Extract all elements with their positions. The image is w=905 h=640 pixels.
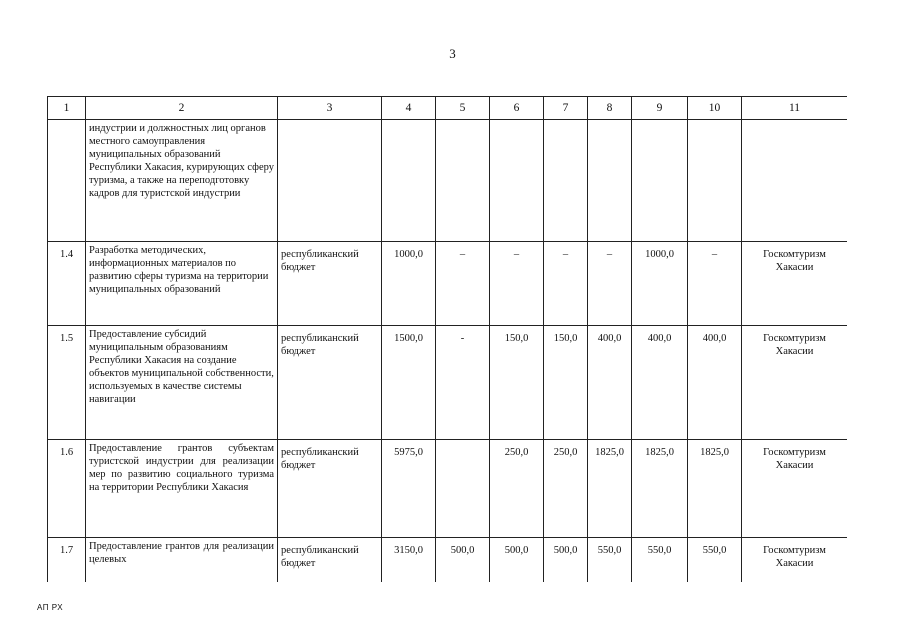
row-col-8: 1825,0 xyxy=(588,440,632,538)
row-total: 1500,0 xyxy=(382,326,436,440)
row-col-6: 150,0 xyxy=(490,326,544,440)
header-cell: 9 xyxy=(632,97,688,120)
header-cell: 8 xyxy=(588,97,632,120)
row-funding-source: республиканский бюджет xyxy=(278,440,382,538)
row-number: 1.6 xyxy=(48,440,86,538)
row-col-5 xyxy=(436,440,490,538)
row-total: 5975,0 xyxy=(382,440,436,538)
row-executor: Госкомтуризм Хакасии xyxy=(742,538,848,583)
header-cell: 11 xyxy=(742,97,848,120)
row-executor: Госкомтуризм Хакасии xyxy=(742,440,848,538)
header-cell: 1 xyxy=(48,97,86,120)
row-col-5: 500,0 xyxy=(436,538,490,583)
table-row xyxy=(48,326,848,440)
row-col-9 xyxy=(632,120,688,242)
row-col-9: 1000,0 xyxy=(632,242,688,326)
row-col-10: 550,0 xyxy=(688,538,742,583)
row-col-5: – xyxy=(436,242,490,326)
table-row xyxy=(48,440,848,538)
row-col-6: 500,0 xyxy=(490,538,544,583)
row-number: 1.4 xyxy=(48,242,86,326)
row-number: 1.7 xyxy=(48,538,86,583)
row-col-6: 250,0 xyxy=(490,440,544,538)
table-row xyxy=(48,120,848,242)
row-description: Предоставление грантов субъектам туристской индустрии для реализации мер по развитию социального туризма на территории Республики Хакасия xyxy=(86,440,278,538)
row-col-8: 550,0 xyxy=(588,538,632,583)
row-funding-source: республиканский бюджет xyxy=(278,538,382,583)
row-total: 3150,0 xyxy=(382,538,436,583)
row-funding-source: республиканский бюджет xyxy=(278,242,382,326)
row-number xyxy=(48,120,86,242)
row-col-9: 400,0 xyxy=(632,326,688,440)
row-total: 1000,0 xyxy=(382,242,436,326)
row-col-9: 550,0 xyxy=(632,538,688,583)
row-funding-source xyxy=(278,120,382,242)
row-description: Разработка методических, информационных материалов по развитию сферы туризма на территории муниципальных образований xyxy=(86,242,278,326)
row-description: Предоставление грантов для реализации целевых xyxy=(86,538,278,583)
program-table-container xyxy=(47,96,847,582)
header-row xyxy=(48,97,848,120)
page-number: 3 xyxy=(449,46,456,61)
footer-label: АП РХ xyxy=(37,603,64,612)
header-cell: 4 xyxy=(382,97,436,120)
header-cell: 2 xyxy=(86,97,278,120)
row-total xyxy=(382,120,436,242)
row-number: 1.5 xyxy=(48,326,86,440)
header-cell: 7 xyxy=(544,97,588,120)
table-row xyxy=(48,538,848,583)
row-col-8: – xyxy=(588,242,632,326)
row-col-9: 1825,0 xyxy=(632,440,688,538)
row-col-5 xyxy=(436,120,490,242)
row-col-10: 400,0 xyxy=(688,326,742,440)
header-cell: 10 xyxy=(688,97,742,120)
header-cell: 5 xyxy=(436,97,490,120)
row-funding-source: республиканский бюджет xyxy=(278,326,382,440)
row-col-6: – xyxy=(490,242,544,326)
row-col-5: - xyxy=(436,326,490,440)
row-col-6 xyxy=(490,120,544,242)
row-description: Предоставление субсидий муниципальным образованиям Республики Хакасия на создание объектов муниципальной собственности, используемых в качестве системы навигации xyxy=(86,326,278,440)
row-executor xyxy=(742,120,848,242)
row-executor: Госкомтуризм Хакасии xyxy=(742,326,848,440)
header-cell: 3 xyxy=(278,97,382,120)
row-col-10: – xyxy=(688,242,742,326)
row-executor: Госкомтуризм Хакасии xyxy=(742,242,848,326)
row-col-7: 150,0 xyxy=(544,326,588,440)
row-col-7: 250,0 xyxy=(544,440,588,538)
row-col-10 xyxy=(688,120,742,242)
row-col-8 xyxy=(588,120,632,242)
row-description: индустрии и должностных лиц органов местного самоуправления муниципальных образований Республики Хакасия, курирующих сферу туризма, а также на переподготовку кадров для туристской индустрии xyxy=(86,120,278,242)
header-cell: 6 xyxy=(490,97,544,120)
row-col-8: 400,0 xyxy=(588,326,632,440)
row-col-7: – xyxy=(544,242,588,326)
program-table xyxy=(47,96,847,582)
row-col-10: 1825,0 xyxy=(688,440,742,538)
row-col-7 xyxy=(544,120,588,242)
row-col-7: 500,0 xyxy=(544,538,588,583)
table-row xyxy=(48,242,848,326)
